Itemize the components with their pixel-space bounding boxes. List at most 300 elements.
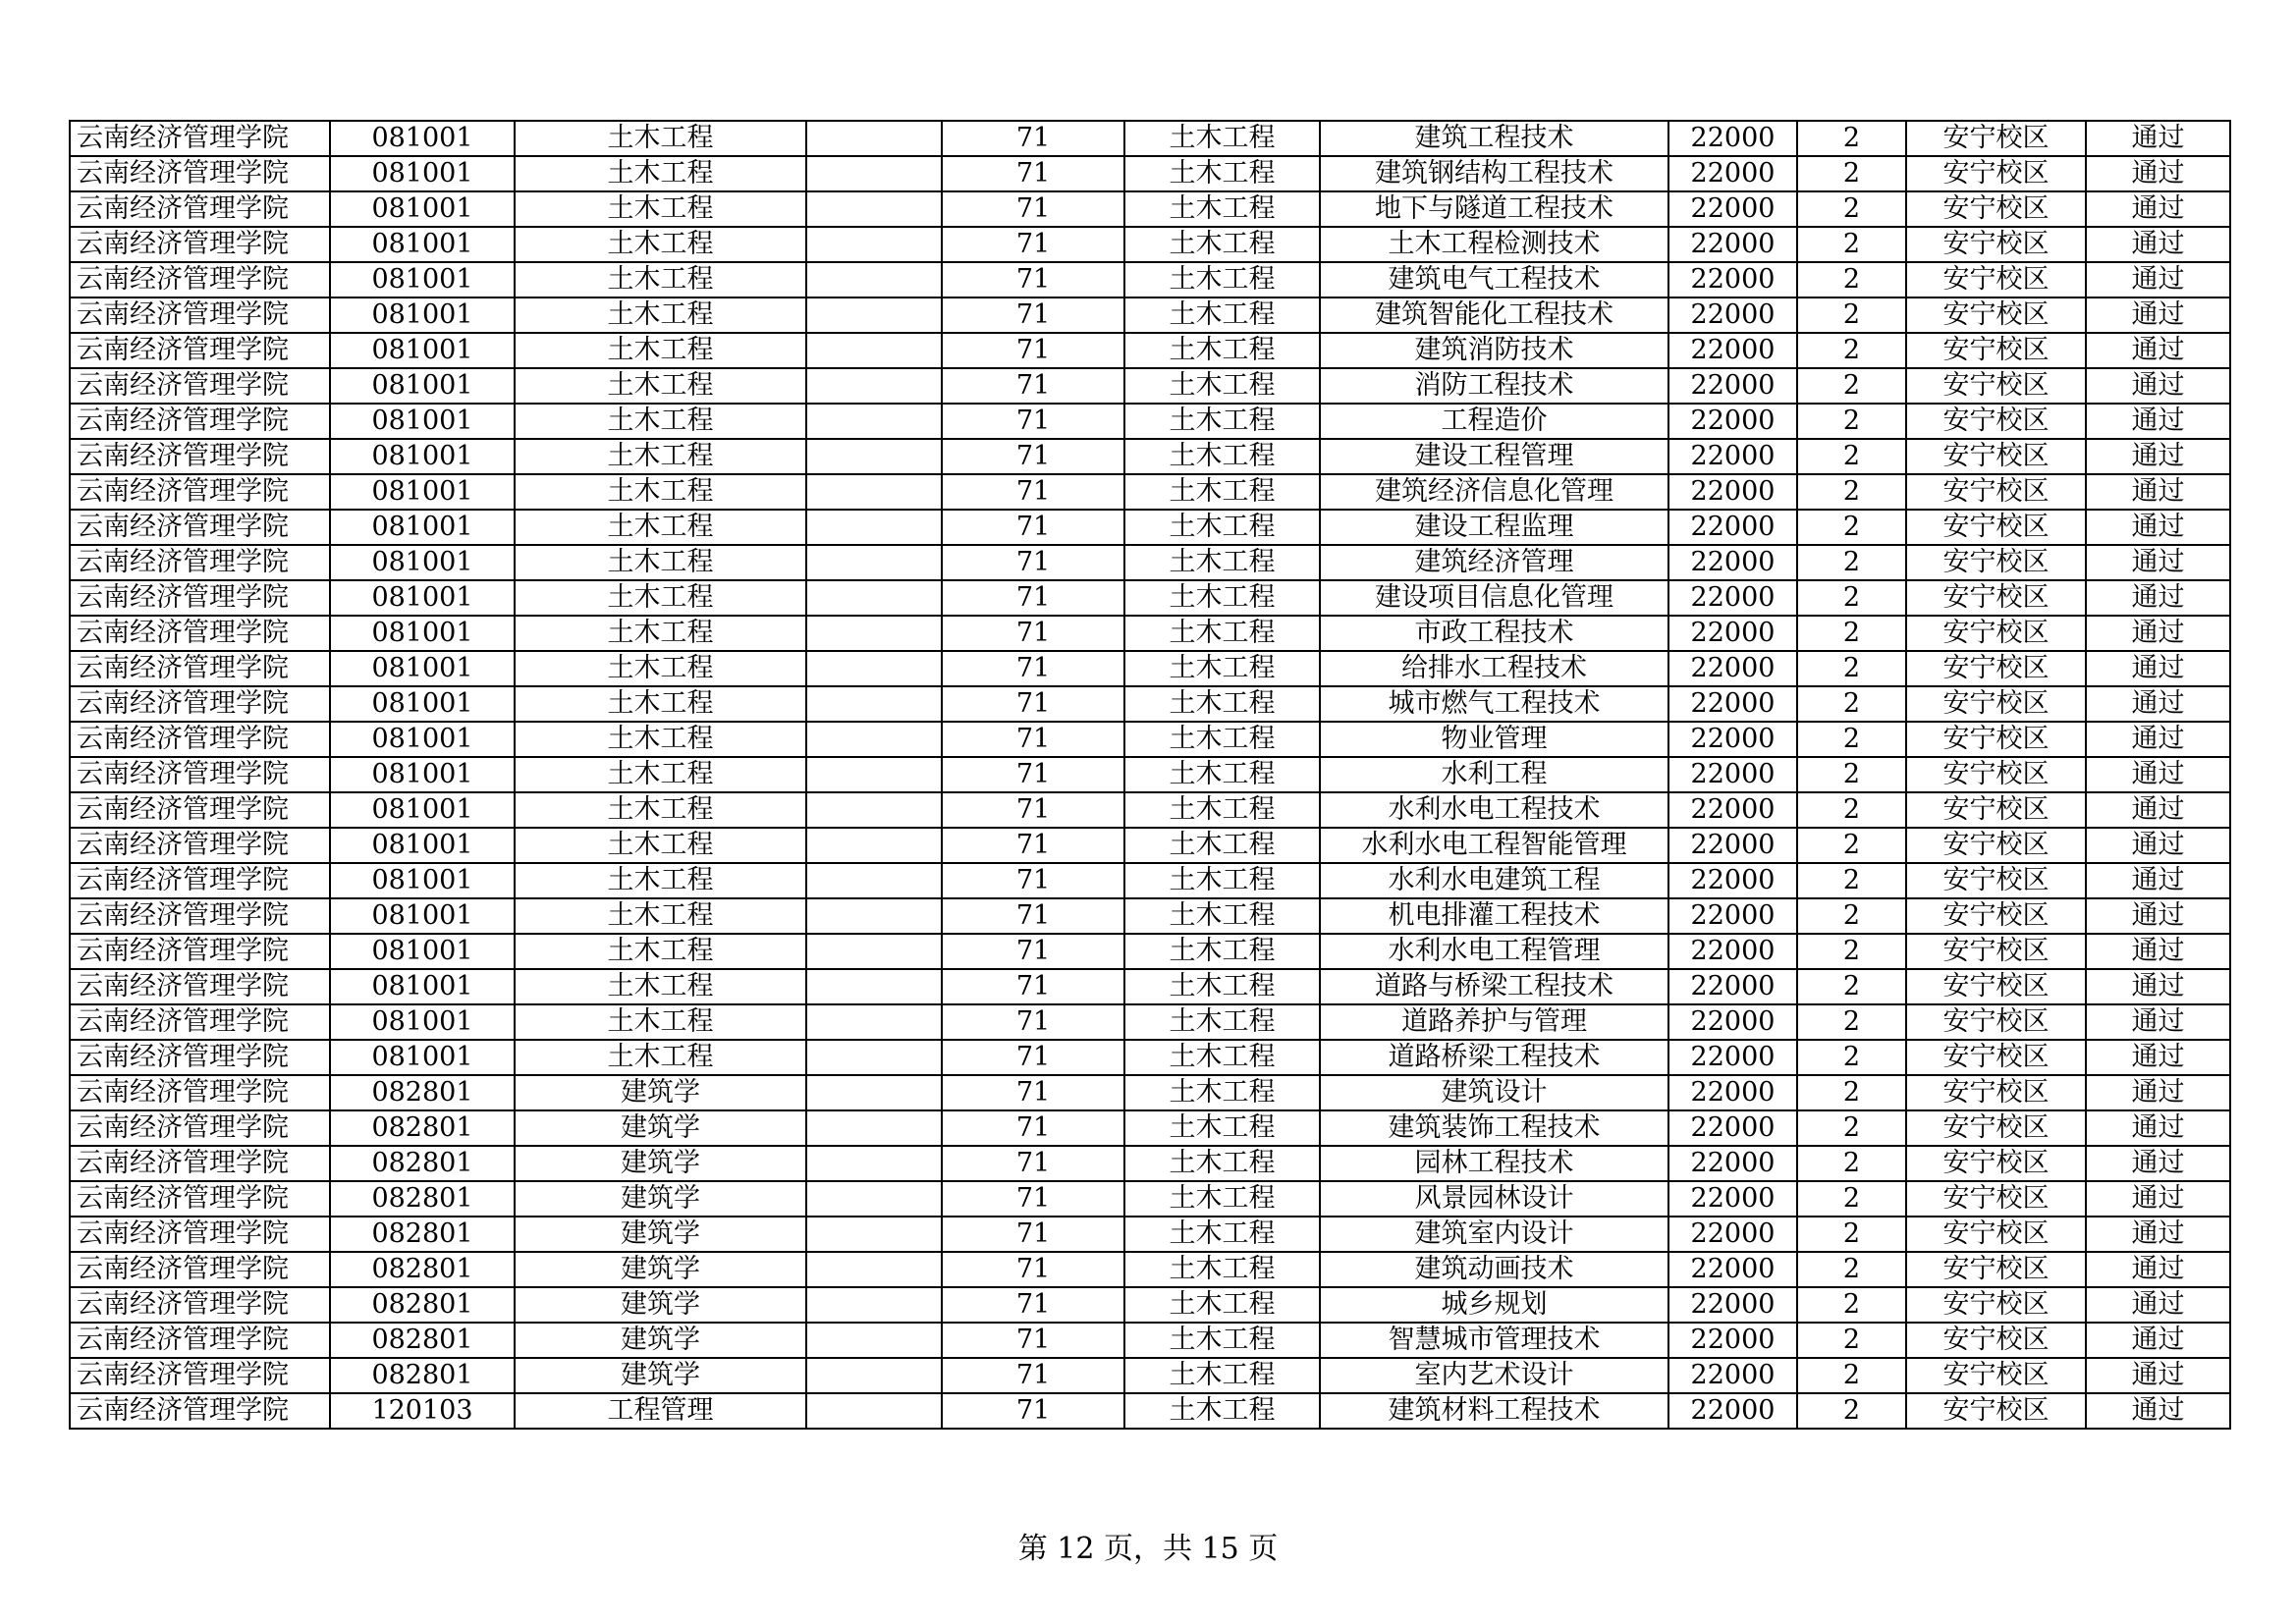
- cell-remark: [806, 1217, 942, 1252]
- cell-group-code: 71: [942, 580, 1124, 616]
- cell-group-code: 71: [942, 1075, 1124, 1110]
- cell-result: 通过: [2086, 1287, 2230, 1323]
- cell-group-code: 71: [942, 969, 1124, 1004]
- cell-campus: 安宁校区: [1906, 474, 2086, 510]
- cell-major-code: 082801: [330, 1075, 515, 1110]
- cell-group-name: 土木工程: [1124, 934, 1320, 969]
- table-row: [70, 510, 2230, 545]
- cell-group-name: 土木工程: [1124, 898, 1320, 934]
- cell-group-name: 土木工程: [1124, 439, 1320, 474]
- cell-major-code: 081001: [330, 298, 515, 333]
- cell-major-name: 建筑学: [515, 1110, 806, 1146]
- cell-major-code: 081001: [330, 510, 515, 545]
- table-row: [70, 262, 2230, 298]
- cell-group-code: 71: [942, 757, 1124, 792]
- cell-group-name: 土木工程: [1124, 1393, 1320, 1429]
- cell-major-code: 081001: [330, 368, 515, 404]
- cell-source-major: 工程造价: [1320, 404, 1668, 439]
- cell-result: 通过: [2086, 792, 2230, 828]
- cell-duration: 2: [1797, 722, 1906, 757]
- cell-remark: [806, 404, 942, 439]
- cell-remark: [806, 298, 942, 333]
- table-row: [70, 580, 2230, 616]
- cell-major-name: 土木工程: [515, 792, 806, 828]
- cell-result: 通过: [2086, 651, 2230, 686]
- cell-major-code: 081001: [330, 333, 515, 368]
- cell-source-major: 土木工程检测技术: [1320, 227, 1668, 262]
- cell-school: 云南经济管理学院: [70, 1287, 330, 1323]
- cell-result: 通过: [2086, 545, 2230, 580]
- cell-result: 通过: [2086, 686, 2230, 722]
- cell-school: 云南经济管理学院: [70, 156, 330, 191]
- table-row: [70, 1110, 2230, 1146]
- cell-campus: 安宁校区: [1906, 191, 2086, 227]
- cell-result: 通过: [2086, 863, 2230, 898]
- cell-major-name: 土木工程: [515, 156, 806, 191]
- cell-major-name: 土木工程: [515, 545, 806, 580]
- cell-source-major: 建筑经济信息化管理: [1320, 474, 1668, 510]
- cell-group-name: 土木工程: [1124, 686, 1320, 722]
- cell-source-major: 物业管理: [1320, 722, 1668, 757]
- cell-source-major: 市政工程技术: [1320, 616, 1668, 651]
- cell-group-name: 土木工程: [1124, 828, 1320, 863]
- cell-major-code: 082801: [330, 1217, 515, 1252]
- cell-group-code: 71: [942, 156, 1124, 191]
- cell-duration: 2: [1797, 580, 1906, 616]
- cell-tuition: 22000: [1668, 616, 1797, 651]
- cell-group-code: 71: [942, 686, 1124, 722]
- page-footer: 第 12 页，共 15 页: [1017, 1532, 1279, 1566]
- cell-remark: [806, 227, 942, 262]
- cell-school: 云南经济管理学院: [70, 651, 330, 686]
- cell-result: 通过: [2086, 298, 2230, 333]
- cell-tuition: 22000: [1668, 863, 1797, 898]
- cell-source-major: 智慧城市管理技术: [1320, 1323, 1668, 1358]
- cell-tuition: 22000: [1668, 227, 1797, 262]
- cell-tuition: 22000: [1668, 510, 1797, 545]
- cell-group-name: 土木工程: [1124, 722, 1320, 757]
- cell-result: 通过: [2086, 1217, 2230, 1252]
- cell-tuition: 22000: [1668, 404, 1797, 439]
- cell-duration: 2: [1797, 1004, 1906, 1040]
- cell-group-code: 71: [942, 651, 1124, 686]
- cell-source-major: 水利水电工程管理: [1320, 934, 1668, 969]
- cell-result: 通过: [2086, 1110, 2230, 1146]
- cell-source-major: 风景园林设计: [1320, 1181, 1668, 1217]
- cell-school: 云南经济管理学院: [70, 191, 330, 227]
- cell-source-major: 建筑消防技术: [1320, 333, 1668, 368]
- cell-source-major: 城乡规划: [1320, 1287, 1668, 1323]
- cell-remark: [806, 191, 942, 227]
- cell-group-name: 土木工程: [1124, 757, 1320, 792]
- cell-campus: 安宁校区: [1906, 1393, 2086, 1429]
- cell-campus: 安宁校区: [1906, 368, 2086, 404]
- cell-tuition: 22000: [1668, 1040, 1797, 1075]
- cell-remark: [806, 368, 942, 404]
- cell-school: 云南经济管理学院: [70, 333, 330, 368]
- cell-duration: 2: [1797, 651, 1906, 686]
- cell-major-name: 建筑学: [515, 1252, 806, 1287]
- cell-tuition: 22000: [1668, 262, 1797, 298]
- table-row: [70, 1323, 2230, 1358]
- cell-major-code: 081001: [330, 262, 515, 298]
- cell-major-code: 082801: [330, 1287, 515, 1323]
- cell-school: 云南经济管理学院: [70, 298, 330, 333]
- cell-school: 云南经济管理学院: [70, 1393, 330, 1429]
- cell-remark: [806, 651, 942, 686]
- cell-campus: 安宁校区: [1906, 722, 2086, 757]
- cell-tuition: 22000: [1668, 545, 1797, 580]
- cell-source-major: 建筑工程技术: [1320, 121, 1668, 156]
- cell-remark: [806, 1040, 942, 1075]
- cell-major-name: 土木工程: [515, 227, 806, 262]
- cell-duration: 2: [1797, 863, 1906, 898]
- cell-duration: 2: [1797, 616, 1906, 651]
- cell-major-name: 土木工程: [515, 1004, 806, 1040]
- cell-school: 云南经济管理学院: [70, 934, 330, 969]
- cell-group-code: 71: [942, 722, 1124, 757]
- cell-remark: [806, 1323, 942, 1358]
- cell-duration: 2: [1797, 191, 1906, 227]
- cell-result: 通过: [2086, 1358, 2230, 1393]
- cell-major-code: 081001: [330, 191, 515, 227]
- cell-group-name: 土木工程: [1124, 298, 1320, 333]
- cell-tuition: 22000: [1668, 934, 1797, 969]
- cell-group-name: 土木工程: [1124, 1181, 1320, 1217]
- cell-duration: 2: [1797, 333, 1906, 368]
- cell-group-code: 71: [942, 1287, 1124, 1323]
- cell-major-name: 建筑学: [515, 1287, 806, 1323]
- cell-major-name: 工程管理: [515, 1393, 806, 1429]
- cell-group-name: 土木工程: [1124, 1287, 1320, 1323]
- cell-group-name: 土木工程: [1124, 333, 1320, 368]
- cell-major-code: 081001: [330, 686, 515, 722]
- cell-source-major: 机电排灌工程技术: [1320, 898, 1668, 934]
- cell-school: 云南经济管理学院: [70, 1181, 330, 1217]
- table-row: [70, 227, 2230, 262]
- cell-tuition: 22000: [1668, 792, 1797, 828]
- cell-result: 通过: [2086, 404, 2230, 439]
- cell-remark: [806, 1393, 942, 1429]
- table-row: [70, 616, 2230, 651]
- cell-major-name: 土木工程: [515, 616, 806, 651]
- cell-duration: 2: [1797, 298, 1906, 333]
- cell-duration: 2: [1797, 1075, 1906, 1110]
- cell-major-code: 081001: [330, 828, 515, 863]
- cell-tuition: 22000: [1668, 1110, 1797, 1146]
- cell-group-name: 土木工程: [1124, 1323, 1320, 1358]
- cell-source-major: 建筑钢结构工程技术: [1320, 156, 1668, 191]
- cell-result: 通过: [2086, 1393, 2230, 1429]
- cell-source-major: 建筑动画技术: [1320, 1252, 1668, 1287]
- cell-campus: 安宁校区: [1906, 1146, 2086, 1181]
- cell-remark: [806, 121, 942, 156]
- cell-result: 通过: [2086, 934, 2230, 969]
- cell-group-code: 71: [942, 863, 1124, 898]
- cell-school: 云南经济管理学院: [70, 227, 330, 262]
- data-table: [69, 120, 2231, 1430]
- cell-group-name: 土木工程: [1124, 1004, 1320, 1040]
- table-row: [70, 1075, 2230, 1110]
- cell-result: 通过: [2086, 227, 2230, 262]
- cell-remark: [806, 792, 942, 828]
- cell-remark: [806, 510, 942, 545]
- table-row: [70, 757, 2230, 792]
- cell-group-code: 71: [942, 828, 1124, 863]
- cell-result: 通过: [2086, 156, 2230, 191]
- table-row: [70, 474, 2230, 510]
- cell-school: 云南经济管理学院: [70, 439, 330, 474]
- cell-school: 云南经济管理学院: [70, 1110, 330, 1146]
- cell-group-code: 71: [942, 1040, 1124, 1075]
- cell-major-name: 土木工程: [515, 121, 806, 156]
- cell-source-major: 建设项目信息化管理: [1320, 580, 1668, 616]
- cell-campus: 安宁校区: [1906, 1004, 2086, 1040]
- cell-group-code: 71: [942, 1004, 1124, 1040]
- cell-school: 云南经济管理学院: [70, 863, 330, 898]
- cell-major-code: 081001: [330, 404, 515, 439]
- cell-major-name: 土木工程: [515, 580, 806, 616]
- cell-result: 通过: [2086, 580, 2230, 616]
- table-row: [70, 1004, 2230, 1040]
- cell-remark: [806, 934, 942, 969]
- cell-major-code: 081001: [330, 863, 515, 898]
- cell-group-name: 土木工程: [1124, 121, 1320, 156]
- cell-group-code: 71: [942, 1146, 1124, 1181]
- cell-remark: [806, 1252, 942, 1287]
- cell-duration: 2: [1797, 1181, 1906, 1217]
- cell-group-name: 土木工程: [1124, 545, 1320, 580]
- cell-school: 云南经济管理学院: [70, 1323, 330, 1358]
- table-row: [70, 333, 2230, 368]
- cell-result: 通过: [2086, 1146, 2230, 1181]
- cell-duration: 2: [1797, 1040, 1906, 1075]
- cell-major-name: 土木工程: [515, 722, 806, 757]
- cell-school: 云南经济管理学院: [70, 898, 330, 934]
- cell-major-name: 土木工程: [515, 368, 806, 404]
- cell-group-code: 71: [942, 1252, 1124, 1287]
- cell-remark: [806, 1004, 942, 1040]
- cell-major-name: 土木工程: [515, 898, 806, 934]
- cell-remark: [806, 722, 942, 757]
- cell-duration: 2: [1797, 934, 1906, 969]
- cell-campus: 安宁校区: [1906, 1252, 2086, 1287]
- cell-result: 通过: [2086, 757, 2230, 792]
- cell-group-name: 土木工程: [1124, 969, 1320, 1004]
- cell-group-name: 土木工程: [1124, 156, 1320, 191]
- cell-remark: [806, 156, 942, 191]
- cell-duration: 2: [1797, 1358, 1906, 1393]
- cell-campus: 安宁校区: [1906, 1323, 2086, 1358]
- cell-remark: [806, 686, 942, 722]
- cell-major-code: 120103: [330, 1393, 515, 1429]
- cell-major-name: 土木工程: [515, 262, 806, 298]
- table-row: [70, 1252, 2230, 1287]
- cell-tuition: 22000: [1668, 121, 1797, 156]
- cell-major-code: 082801: [330, 1146, 515, 1181]
- cell-result: 通过: [2086, 828, 2230, 863]
- cell-result: 通过: [2086, 616, 2230, 651]
- table-row: [70, 1358, 2230, 1393]
- cell-duration: 2: [1797, 686, 1906, 722]
- cell-duration: 2: [1797, 368, 1906, 404]
- cell-duration: 2: [1797, 227, 1906, 262]
- cell-major-code: 082801: [330, 1110, 515, 1146]
- cell-major-code: 081001: [330, 121, 515, 156]
- cell-tuition: 22000: [1668, 1004, 1797, 1040]
- cell-tuition: 22000: [1668, 1358, 1797, 1393]
- cell-school: 云南经济管理学院: [70, 757, 330, 792]
- cell-tuition: 22000: [1668, 1393, 1797, 1429]
- cell-major-name: 建筑学: [515, 1181, 806, 1217]
- cell-group-name: 土木工程: [1124, 191, 1320, 227]
- cell-group-code: 71: [942, 1110, 1124, 1146]
- cell-result: 通过: [2086, 510, 2230, 545]
- cell-result: 通过: [2086, 121, 2230, 156]
- cell-source-major: 道路与桥梁工程技术: [1320, 969, 1668, 1004]
- cell-remark: [806, 828, 942, 863]
- cell-major-code: 081001: [330, 580, 515, 616]
- cell-source-major: 给排水工程技术: [1320, 651, 1668, 686]
- cell-group-name: 土木工程: [1124, 368, 1320, 404]
- cell-group-name: 土木工程: [1124, 1217, 1320, 1252]
- cell-group-name: 土木工程: [1124, 1252, 1320, 1287]
- table-row: [70, 121, 2230, 156]
- cell-result: 通过: [2086, 1004, 2230, 1040]
- cell-remark: [806, 580, 942, 616]
- cell-school: 云南经济管理学院: [70, 1217, 330, 1252]
- table-row: [70, 863, 2230, 898]
- cell-group-code: 71: [942, 262, 1124, 298]
- table-row: [70, 545, 2230, 580]
- cell-campus: 安宁校区: [1906, 686, 2086, 722]
- table-row: [70, 792, 2230, 828]
- cell-campus: 安宁校区: [1906, 969, 2086, 1004]
- cell-group-code: 71: [942, 1181, 1124, 1217]
- cell-duration: 2: [1797, 262, 1906, 298]
- cell-source-major: 水利水电工程技术: [1320, 792, 1668, 828]
- cell-remark: [806, 1075, 942, 1110]
- cell-remark: [806, 898, 942, 934]
- cell-source-major: 建筑材料工程技术: [1320, 1393, 1668, 1429]
- cell-campus: 安宁校区: [1906, 1181, 2086, 1217]
- cell-group-name: 土木工程: [1124, 580, 1320, 616]
- table-row: [70, 1287, 2230, 1323]
- cell-campus: 安宁校区: [1906, 898, 2086, 934]
- cell-major-code: 081001: [330, 757, 515, 792]
- cell-major-name: 土木工程: [515, 828, 806, 863]
- cell-tuition: 22000: [1668, 1181, 1797, 1217]
- table-row: [70, 1217, 2230, 1252]
- cell-school: 云南经济管理学院: [70, 1358, 330, 1393]
- cell-source-major: 水利水电建筑工程: [1320, 863, 1668, 898]
- cell-group-code: 71: [942, 934, 1124, 969]
- cell-campus: 安宁校区: [1906, 121, 2086, 156]
- cell-campus: 安宁校区: [1906, 333, 2086, 368]
- cell-major-code: 081001: [330, 898, 515, 934]
- cell-group-code: 71: [942, 1217, 1124, 1252]
- cell-major-code: 081001: [330, 1040, 515, 1075]
- cell-group-name: 土木工程: [1124, 1110, 1320, 1146]
- cell-major-name: 建筑学: [515, 1323, 806, 1358]
- cell-campus: 安宁校区: [1906, 1217, 2086, 1252]
- cell-major-name: 建筑学: [515, 1146, 806, 1181]
- cell-group-code: 71: [942, 439, 1124, 474]
- cell-major-code: 081001: [330, 651, 515, 686]
- cell-duration: 2: [1797, 474, 1906, 510]
- cell-result: 通过: [2086, 191, 2230, 227]
- cell-group-name: 土木工程: [1124, 1075, 1320, 1110]
- cell-school: 云南经济管理学院: [70, 510, 330, 545]
- cell-major-code: 082801: [330, 1252, 515, 1287]
- cell-school: 云南经济管理学院: [70, 686, 330, 722]
- cell-duration: 2: [1797, 1393, 1906, 1429]
- cell-group-code: 71: [942, 298, 1124, 333]
- cell-source-major: 水利工程: [1320, 757, 1668, 792]
- cell-duration: 2: [1797, 510, 1906, 545]
- cell-duration: 2: [1797, 404, 1906, 439]
- cell-tuition: 22000: [1668, 1146, 1797, 1181]
- cell-campus: 安宁校区: [1906, 580, 2086, 616]
- cell-tuition: 22000: [1668, 333, 1797, 368]
- table-row: [70, 191, 2230, 227]
- cell-group-code: 71: [942, 1323, 1124, 1358]
- cell-campus: 安宁校区: [1906, 1075, 2086, 1110]
- cell-major-code: 081001: [330, 792, 515, 828]
- cell-group-code: 71: [942, 368, 1124, 404]
- cell-group-name: 土木工程: [1124, 1040, 1320, 1075]
- cell-result: 通过: [2086, 439, 2230, 474]
- cell-group-code: 71: [942, 333, 1124, 368]
- cell-duration: 2: [1797, 898, 1906, 934]
- cell-group-name: 土木工程: [1124, 404, 1320, 439]
- cell-remark: [806, 969, 942, 1004]
- cell-major-name: 土木工程: [515, 651, 806, 686]
- cell-group-code: 71: [942, 616, 1124, 651]
- cell-major-code: 081001: [330, 545, 515, 580]
- cell-source-major: 消防工程技术: [1320, 368, 1668, 404]
- table-row: [70, 156, 2230, 191]
- cell-major-code: 081001: [330, 156, 515, 191]
- cell-duration: 2: [1797, 792, 1906, 828]
- cell-duration: 2: [1797, 1146, 1906, 1181]
- cell-remark: [806, 262, 942, 298]
- cell-source-major: 建筑装饰工程技术: [1320, 1110, 1668, 1146]
- cell-group-code: 71: [942, 474, 1124, 510]
- cell-tuition: 22000: [1668, 828, 1797, 863]
- cell-group-code: 71: [942, 404, 1124, 439]
- cell-group-name: 土木工程: [1124, 1146, 1320, 1181]
- cell-tuition: 22000: [1668, 1075, 1797, 1110]
- cell-remark: [806, 1146, 942, 1181]
- table-row: [70, 1181, 2230, 1217]
- cell-result: 通过: [2086, 898, 2230, 934]
- cell-major-code: 081001: [330, 227, 515, 262]
- cell-campus: 安宁校区: [1906, 828, 2086, 863]
- cell-tuition: 22000: [1668, 651, 1797, 686]
- cell-major-name: 土木工程: [515, 439, 806, 474]
- cell-source-major: 建筑设计: [1320, 1075, 1668, 1110]
- cell-major-name: 土木工程: [515, 404, 806, 439]
- cell-tuition: 22000: [1668, 1252, 1797, 1287]
- cell-result: 通过: [2086, 368, 2230, 404]
- cell-duration: 2: [1797, 1217, 1906, 1252]
- cell-result: 通过: [2086, 1040, 2230, 1075]
- table-row: [70, 969, 2230, 1004]
- cell-remark: [806, 863, 942, 898]
- cell-major-name: 土木工程: [515, 969, 806, 1004]
- cell-source-major: 建设工程管理: [1320, 439, 1668, 474]
